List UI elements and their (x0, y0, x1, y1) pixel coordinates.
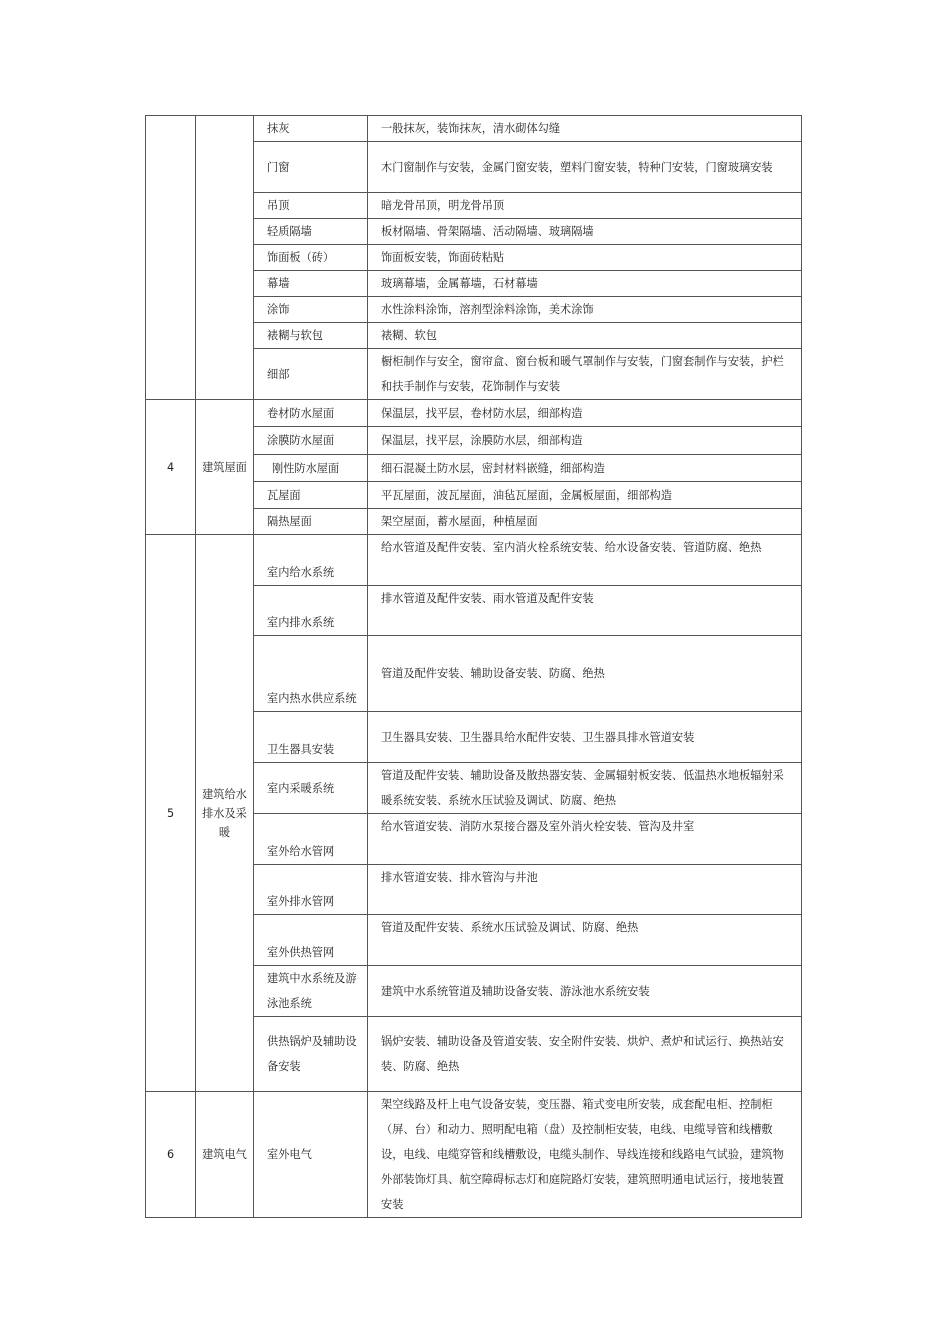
subdivision-cell: 室内热水供应系统 (254, 636, 368, 712)
work-breakdown-table (145, 115, 802, 1218)
division-number-cell: 4 (146, 400, 196, 535)
content-cell: 平瓦屋面，波瓦屋面，油毡瓦屋面，金属板屋面，细部构造 (368, 482, 802, 509)
subdivision-cell: 卷材防水屋面 (254, 400, 368, 427)
subdivision-cell: 隔热屋面 (254, 509, 368, 535)
subdivision-cell: 室外给水管网 (254, 814, 368, 865)
subdivision-cell: 室内给水系统 (254, 535, 368, 586)
subdivision-cell: 细部 (254, 349, 368, 400)
division-name-cell: 建筑给水排水及采暖 (196, 535, 254, 1092)
content-cell: 暗龙骨吊顶，明龙骨吊顶 (368, 193, 802, 219)
subdivision-cell: 涂膜防水屋面 (254, 427, 368, 455)
content-cell: 架空屋面，蓄水屋面，种植屋面 (368, 509, 802, 535)
content-cell: 卫生器具安装、卫生器具给水配件安装、卫生器具排水管道安装 (368, 712, 802, 763)
content-cell: 水性涂料涂饰，溶剂型涂料涂饰，美术涂饰 (368, 297, 802, 323)
content-cell: 一般抹灰，装饰抹灰，清水砌体勾缝 (368, 116, 802, 142)
division-number-cell: 6 (146, 1092, 196, 1218)
content-cell: 管道及配件安装、辅助设备及散热器安装、金属辐射板安装、低温热水地板辐射采暖系统安装、系统水压试验及调试、防腐、绝热 (368, 763, 802, 814)
content-cell: 管道及配件安装、辅助设备安装、防腐、绝热 (368, 636, 802, 712)
subdivision-cell: 室外排水管网 (254, 865, 368, 915)
content-cell: 橱柜制作与安全，窗帘盒、窗台板和暖气罩制作与安装，门窗套制作与安装，护栏和扶手制作与安装，花饰制作与安装 (368, 349, 802, 400)
content-cell: 细石混凝土防水层，密封材料嵌缝，细部构造 (368, 455, 802, 482)
content-cell: 木门窗制作与安装，金属门窗安装，塑料门窗安装，特种门安装，门窗玻璃安装 (368, 142, 802, 193)
subdivision-cell: 室内采暖系统 (254, 763, 368, 814)
content-cell: 给水管道安装、消防水泵接合器及室外消火栓安装、管沟及井室 (368, 814, 802, 865)
content-cell: 保温层，找平层，涂膜防水层，细部构造 (368, 427, 802, 455)
subdivision-cell: 饰面板（砖） (254, 245, 368, 271)
content-cell: 裱糊、软包 (368, 323, 802, 349)
content-cell: 板材隔墙、骨架隔墙、活动隔墙、玻璃隔墙 (368, 219, 802, 245)
content-cell: 建筑中水系统管道及辅助设备安装、游泳池水系统安装 (368, 966, 802, 1017)
division-name-cell (196, 116, 254, 400)
division-number-cell: 5 (146, 535, 196, 1092)
content-cell: 架空线路及杆上电气设备安装，变压器、箱式变电所安装，成套配电柜、控制柜（屏、台）和动力、照明配电箱（盘）及控制柜安装，电线、电缆导管和线槽敷设，电线、电缆穿管和线槽敷设，电缆头制作、导线连接和线路电气试验，建筑物外部装饰灯具、航空障碍标志灯和庭院路灯安装，建筑照明通电试运行，接地装置安装 (368, 1092, 802, 1218)
content-cell: 管道及配件安装、系统水压试验及调试、防腐、绝热 (368, 915, 802, 966)
subdivision-cell: 门窗 (254, 142, 368, 193)
content-cell: 饰面板安装，饰面砖粘贴 (368, 245, 802, 271)
subdivision-cell: 室外供热管网 (254, 915, 368, 966)
content-cell: 玻璃幕墙，金属幕墙，石材幕墙 (368, 271, 802, 297)
subdivision-cell: 卫生器具安装 (254, 712, 368, 763)
subdivision-cell: 室内排水系统 (254, 586, 368, 636)
division-name-cell: 建筑屋面 (196, 400, 254, 535)
subdivision-cell: 供热锅炉及辅助设备安装 (254, 1017, 368, 1092)
subdivision-cell: 抹灰 (254, 116, 368, 142)
content-cell: 锅炉安装、辅助设备及管道安装、安全附件安装、烘炉、煮炉和试运行、换热站安装、防腐、绝热 (368, 1017, 802, 1092)
content-cell: 排水管道及配件安装、雨水管道及配件安装 (368, 586, 802, 636)
content-cell: 保温层，找平层，卷材防水层，细部构造 (368, 400, 802, 427)
content-cell: 排水管道安装、排水管沟与井池 (368, 865, 802, 915)
subdivision-cell: 幕墙 (254, 271, 368, 297)
subdivision-cell: 建筑中水系统及游泳池系统 (254, 966, 368, 1017)
subdivision-cell: 涂饰 (254, 297, 368, 323)
table-row (146, 400, 802, 427)
subdivision-cell: 室外电气 (254, 1092, 368, 1218)
division-name-cell: 建筑电气 (196, 1092, 254, 1218)
subdivision-cell: 刚性防水屋面 (254, 455, 368, 482)
content-cell: 给水管道及配件安装、室内消火栓系统安装、给水设备安装、管道防腐、绝热 (368, 535, 802, 586)
subdivision-cell: 裱糊与软包 (254, 323, 368, 349)
subdivision-cell: 吊顶 (254, 193, 368, 219)
table-row (146, 1092, 802, 1218)
division-number-cell (146, 116, 196, 400)
table-row (146, 535, 802, 586)
subdivision-cell: 瓦屋面 (254, 482, 368, 509)
subdivision-cell: 轻质隔墙 (254, 219, 368, 245)
table-row (146, 116, 802, 142)
